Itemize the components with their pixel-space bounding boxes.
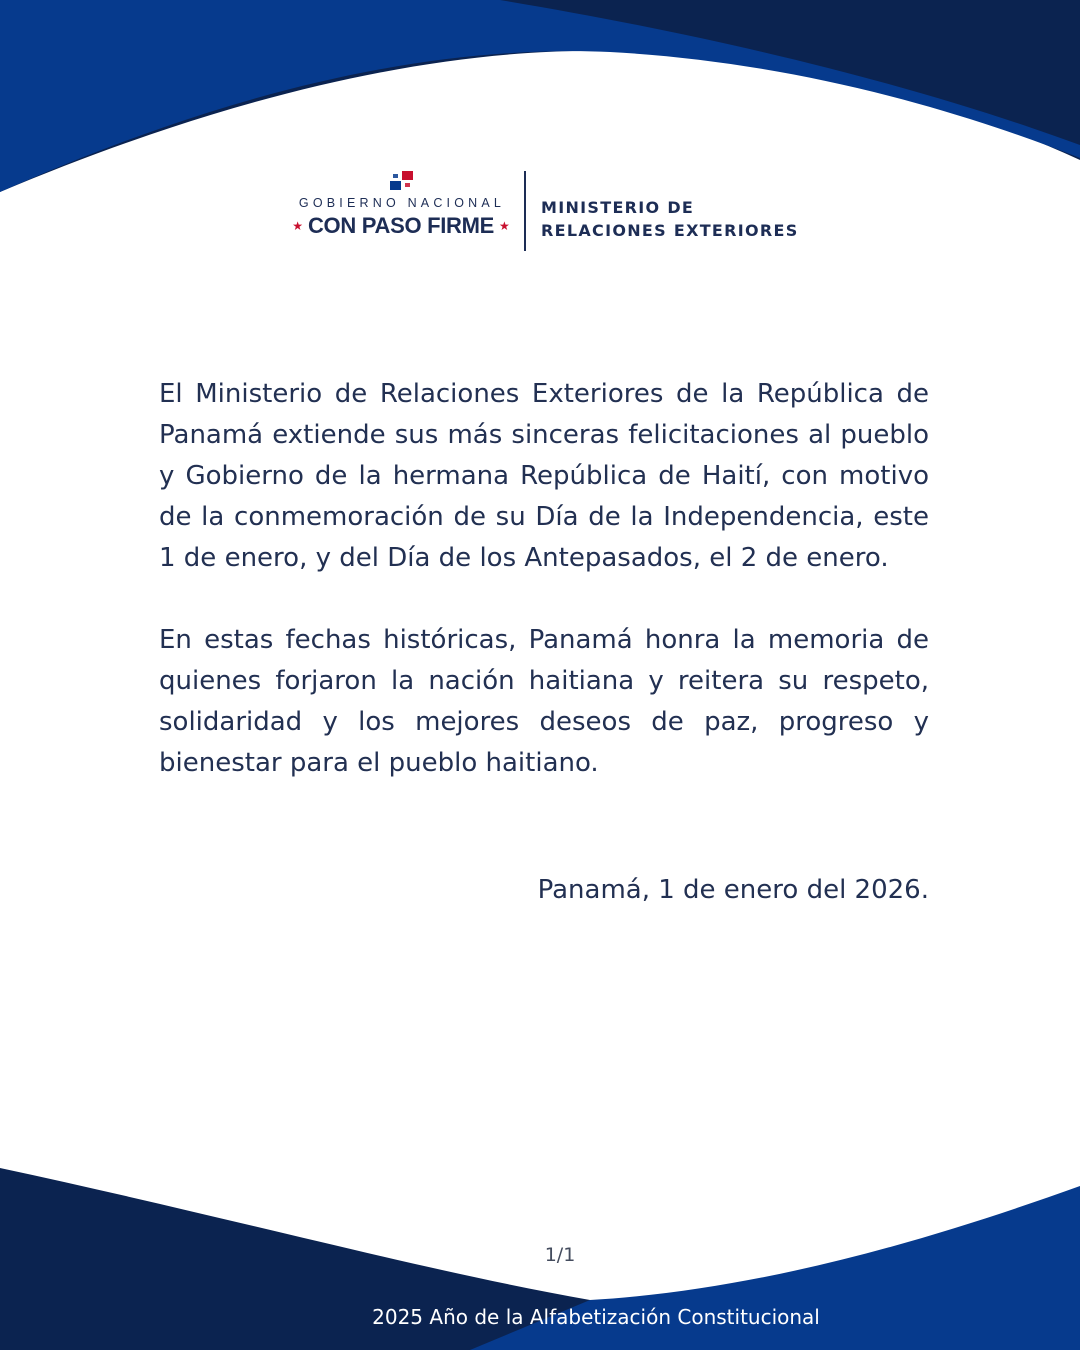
government-label: GOBIERNO NACIONAL bbox=[298, 196, 506, 210]
ministry-name bbox=[541, 196, 799, 242]
star-icon: ★ bbox=[292, 219, 303, 233]
logo-divider bbox=[524, 171, 526, 251]
ministry-line2: RELACIONES EXTERIORES bbox=[541, 221, 799, 240]
government-slogan: CON PASO FIRME bbox=[307, 213, 495, 238]
government-slogan-row bbox=[290, 213, 512, 239]
government-logo bbox=[290, 168, 810, 254]
place-and-date: Panamá, 1 de enero del 2026. bbox=[537, 875, 929, 905]
year-motto: 2025 Año de la Alfabetización Constitucional bbox=[372, 1305, 820, 1329]
statement-paragraph-2: En estas fechas históricas, Panamá honra la memoria de quienes forjaron la nación haitiana y reitera su respeto, solidaridad y los mejores deseos de paz, progreso y bienestar para el pueblo haitiano. bbox=[159, 625, 929, 778]
ministry-line1: MINISTERIO DE bbox=[541, 198, 695, 217]
statement-paragraph-1: El Ministerio de Relaciones Exteriores de la República de Panamá extiende sus más sinceras felicitaciones al pueblo y Gobierno de la hermana República de Haití, con motivo de la conmemoración de su Día de la Independencia, este 1 de enero, y del Día de los Antepasados, el 2 de enero. bbox=[159, 379, 929, 573]
page-number: 1/1 bbox=[544, 1244, 576, 1266]
star-icon: ★ bbox=[499, 219, 510, 233]
panama-flag-icon bbox=[389, 171, 415, 191]
